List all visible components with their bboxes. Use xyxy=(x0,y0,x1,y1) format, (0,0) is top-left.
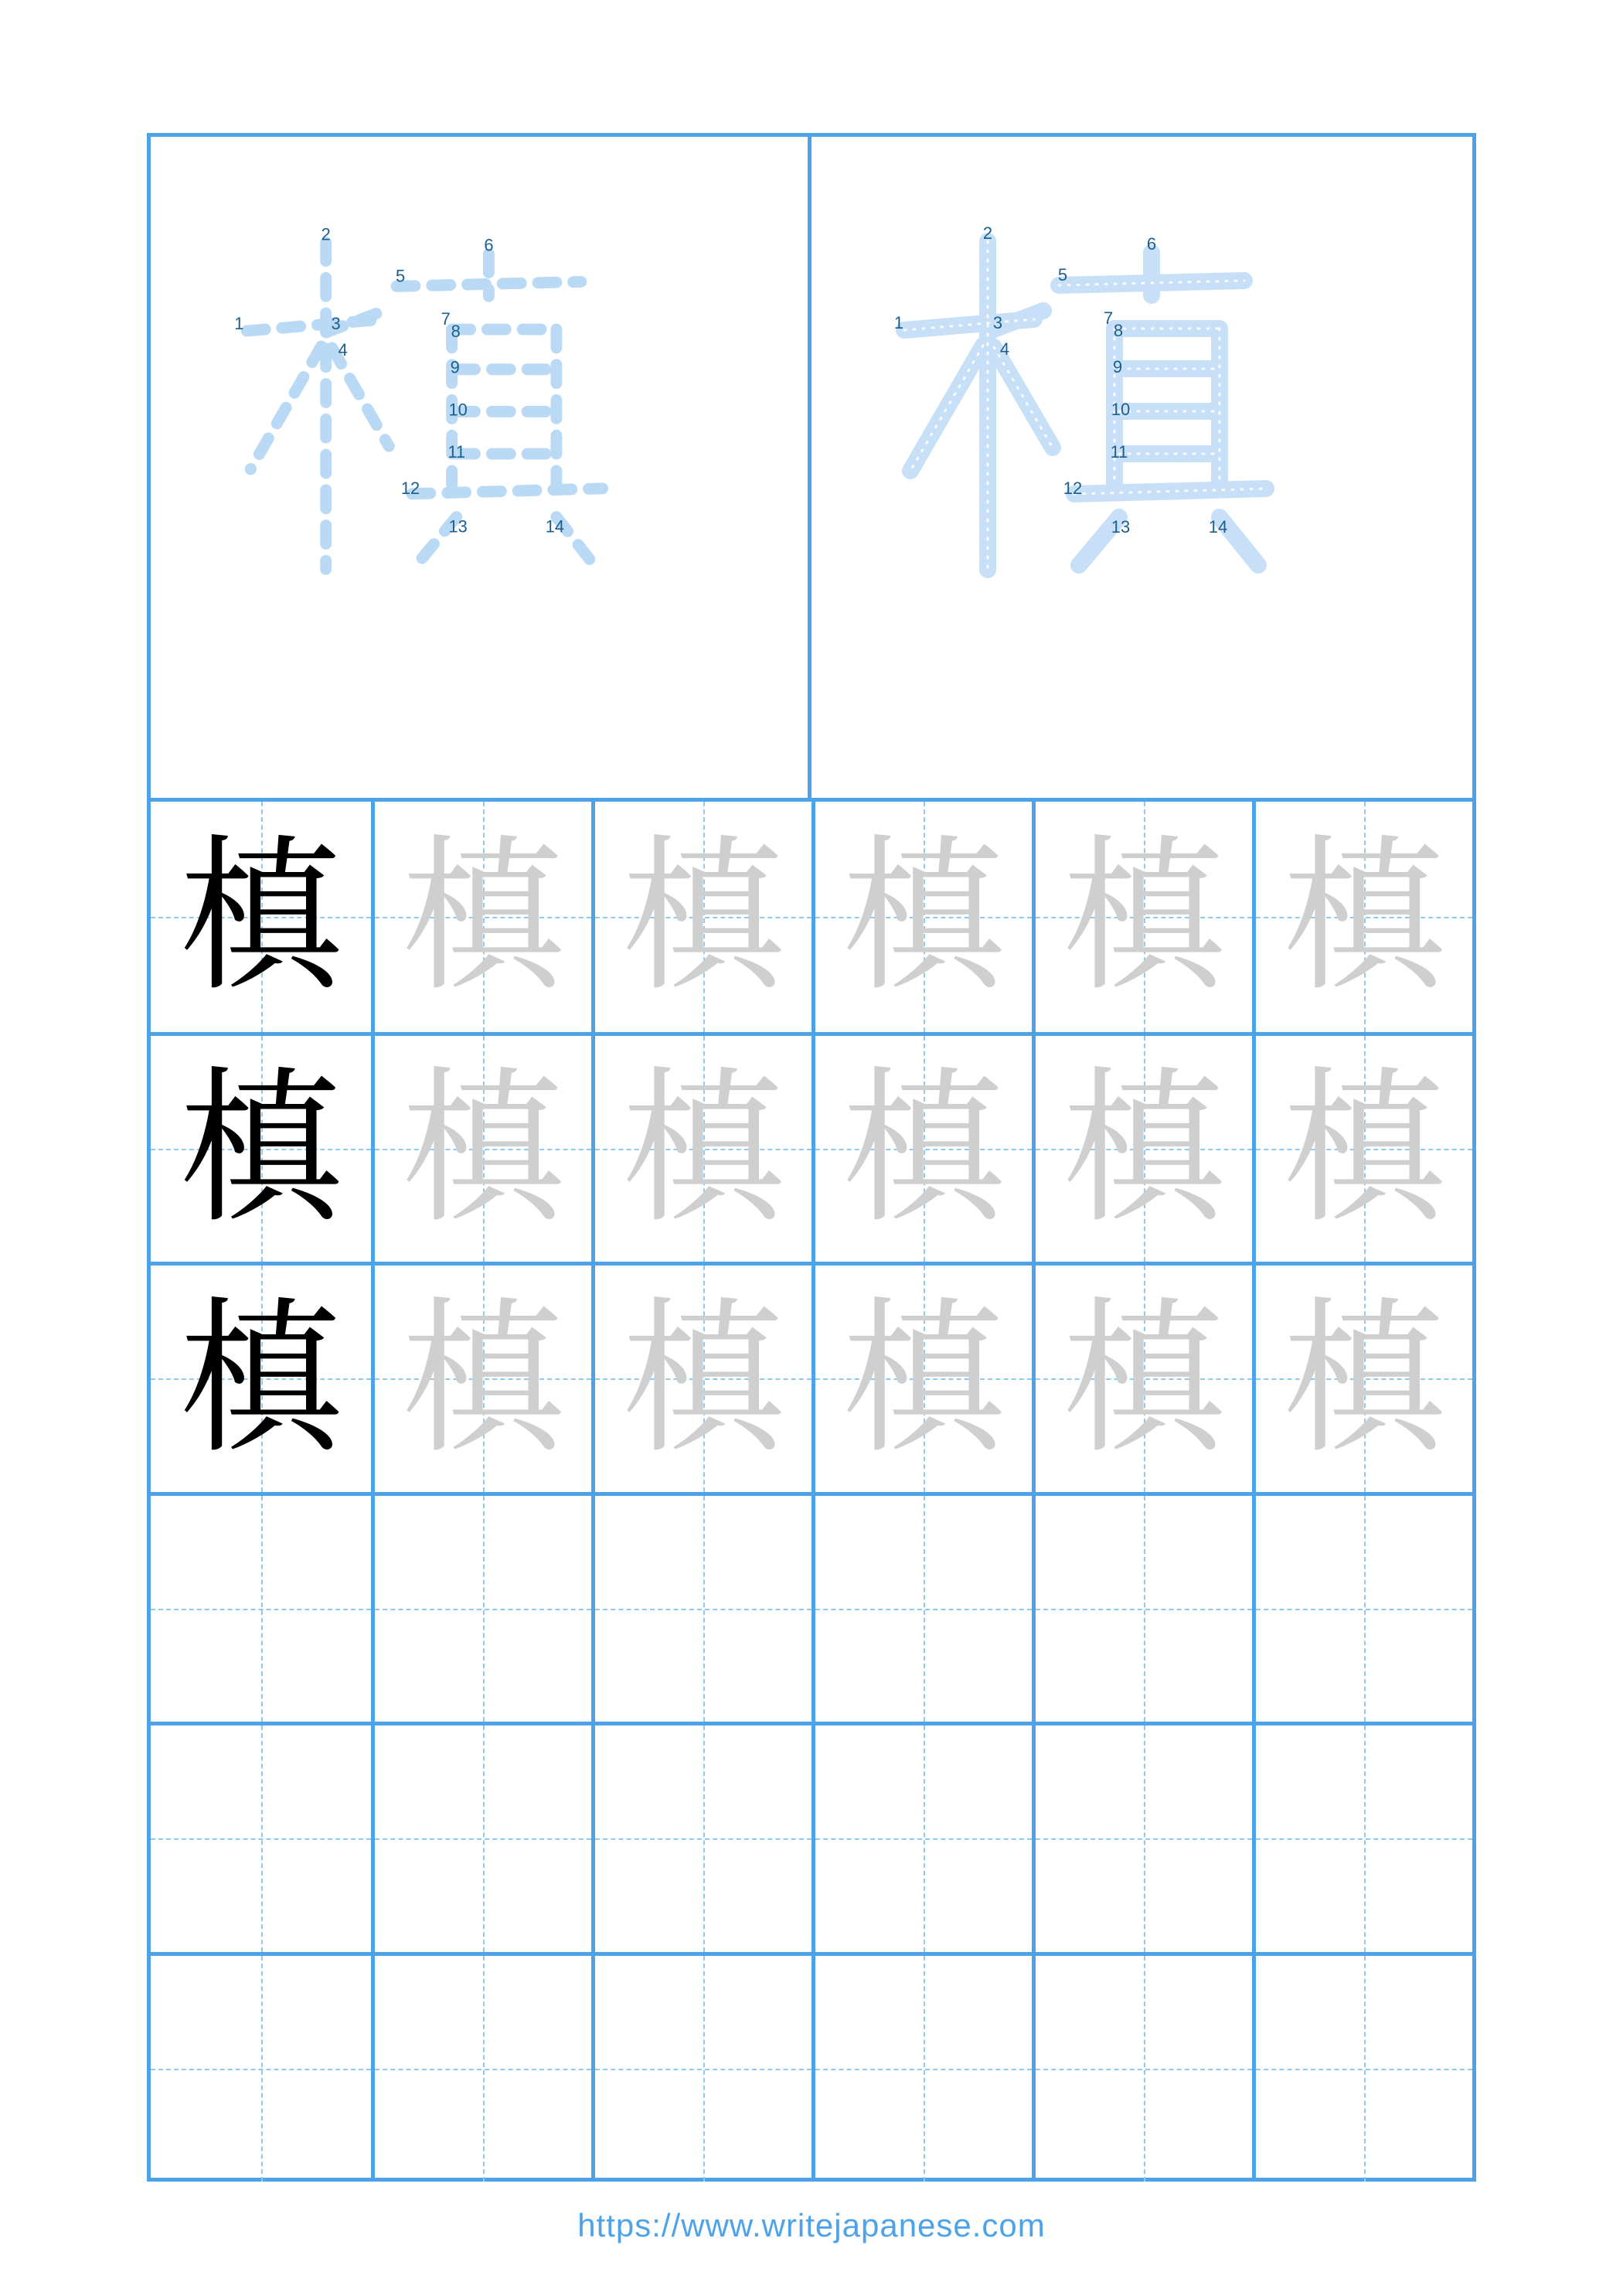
svg-text:6: 6 xyxy=(1146,234,1157,254)
svg-text:9: 9 xyxy=(1112,357,1123,376)
practice-row xyxy=(151,1722,1472,1952)
svg-text:3: 3 xyxy=(992,313,1003,332)
svg-text:14: 14 xyxy=(545,516,565,537)
practice-cell-empty[interactable] xyxy=(371,1956,591,2182)
practice-row xyxy=(151,802,1472,1032)
svg-text:8: 8 xyxy=(1113,321,1124,340)
svg-text:4: 4 xyxy=(999,339,1010,359)
practice-cell[interactable] xyxy=(371,1036,591,1262)
footer-url[interactable]: https://www.writejapanese.com xyxy=(577,2207,1046,2243)
svg-text:2: 2 xyxy=(321,224,331,244)
svg-text:10: 10 xyxy=(448,400,468,420)
kanji-glyph-trace: 槙 xyxy=(400,1051,567,1246)
kanji-glyph-trace: 槙 xyxy=(1281,1051,1448,1246)
practice-cell-empty[interactable] xyxy=(371,1496,591,1722)
svg-text:9: 9 xyxy=(450,357,460,377)
stroke-order-dashed-panel xyxy=(151,137,812,798)
practice-row xyxy=(151,1492,1472,1722)
kanji-glyph-empty xyxy=(815,1496,1032,1722)
practice-cell[interactable] xyxy=(1032,802,1252,1032)
kanji-glyph-trace: 槙 xyxy=(1060,1051,1227,1246)
svg-text:8: 8 xyxy=(451,321,461,341)
practice-cell[interactable] xyxy=(1252,1036,1472,1262)
kanji-glyph-empty xyxy=(815,1725,1032,1952)
practice-cell-empty[interactable] xyxy=(1032,1725,1252,1952)
practice-cell[interactable] xyxy=(371,802,591,1032)
kanji-glyph-empty xyxy=(1036,1496,1252,1722)
svg-text:2: 2 xyxy=(982,223,993,243)
svg-text:11: 11 xyxy=(1110,442,1128,462)
kanji-glyph-trace: 槙 xyxy=(400,1281,567,1476)
svg-text:6: 6 xyxy=(484,235,494,255)
kanji-glyph-empty xyxy=(375,1956,591,2182)
svg-text:12: 12 xyxy=(1063,479,1083,498)
kanji-glyph-trace: 槙 xyxy=(400,819,567,1014)
kanji-glyph: 槙 xyxy=(178,1281,344,1476)
kanji-glyph-empty xyxy=(595,1956,812,2182)
practice-cell[interactable] xyxy=(151,802,371,1032)
kanji-glyph-trace: 槙 xyxy=(840,819,1007,1014)
practice-cell-empty[interactable] xyxy=(371,1725,591,1952)
kanji-glyph-trace: 槙 xyxy=(620,1281,787,1476)
svg-text:12: 12 xyxy=(400,478,420,498)
kanji-glyph-trace: 槙 xyxy=(1060,1281,1227,1476)
svg-text:13: 13 xyxy=(448,516,468,537)
practice-cell[interactable] xyxy=(812,1266,1032,1492)
practice-cell-empty[interactable] xyxy=(151,1956,371,2182)
practice-cell-empty[interactable] xyxy=(1252,1956,1472,2182)
kanji-glyph-trace: 槙 xyxy=(620,819,787,1014)
practice-cell[interactable] xyxy=(591,1266,812,1492)
stroke-diagram-row xyxy=(151,137,1472,798)
kanji-glyph-trace: 槙 xyxy=(840,1281,1007,1476)
svg-text:4: 4 xyxy=(338,339,348,359)
practice-cell[interactable] xyxy=(371,1266,591,1492)
practice-cell-empty[interactable] xyxy=(151,1725,371,1952)
practice-cell-empty[interactable] xyxy=(812,1956,1032,2182)
kanji-glyph-empty xyxy=(151,1956,371,2182)
stroke-order-dashed-diagram xyxy=(151,137,808,798)
practice-cell-empty[interactable] xyxy=(1252,1725,1472,1952)
practice-cell[interactable] xyxy=(1252,1266,1472,1492)
practice-cell-empty[interactable] xyxy=(591,1956,812,2182)
svg-text:13: 13 xyxy=(1111,517,1131,537)
practice-row xyxy=(151,1032,1472,1262)
practice-cell[interactable] xyxy=(151,1036,371,1262)
practice-cell[interactable] xyxy=(812,802,1032,1032)
svg-text:14: 14 xyxy=(1208,517,1228,537)
svg-text:3: 3 xyxy=(331,314,341,334)
practice-cell[interactable] xyxy=(1032,1036,1252,1262)
kanji-glyph-trace: 槙 xyxy=(620,1051,787,1246)
kanji-glyph-empty xyxy=(1256,1956,1472,2182)
kanji-glyph-trace: 槙 xyxy=(1281,1281,1448,1476)
practice-cell[interactable] xyxy=(591,1036,812,1262)
svg-text:1: 1 xyxy=(893,313,904,332)
kanji-glyph-empty xyxy=(151,1496,371,1722)
worksheet-grid xyxy=(147,133,1476,2182)
practice-cell-empty[interactable] xyxy=(151,1496,371,1722)
kanji-glyph-empty xyxy=(1256,1496,1472,1722)
kanji-glyph: 槙 xyxy=(178,819,344,1014)
practice-cell[interactable] xyxy=(1032,1266,1252,1492)
svg-text:10: 10 xyxy=(1111,400,1131,419)
svg-text:5: 5 xyxy=(396,266,406,286)
kanji-glyph-empty xyxy=(1256,1725,1472,1952)
practice-cell-empty[interactable] xyxy=(1032,1496,1252,1722)
practice-cell[interactable] xyxy=(151,1266,371,1492)
practice-cell-empty[interactable] xyxy=(591,1496,812,1722)
practice-cell[interactable] xyxy=(1252,802,1472,1032)
kanji-glyph-trace: 槙 xyxy=(1281,819,1448,1014)
kanji-glyph-empty xyxy=(375,1496,591,1722)
practice-row xyxy=(151,1952,1472,2182)
svg-text:7: 7 xyxy=(441,309,451,329)
kanji-glyph-empty xyxy=(375,1725,591,1952)
practice-cell[interactable] xyxy=(812,1036,1032,1262)
practice-cell[interactable] xyxy=(591,802,812,1032)
practice-cell-empty[interactable] xyxy=(591,1725,812,1952)
svg-text:7: 7 xyxy=(1103,308,1114,328)
kanji-glyph-trace: 槙 xyxy=(1060,819,1227,1014)
kanji-glyph-trace: 槙 xyxy=(840,1051,1007,1246)
kanji-glyph-empty xyxy=(815,1956,1032,2182)
practice-cell-empty[interactable] xyxy=(812,1496,1032,1722)
stroke-order-filled-panel xyxy=(812,137,1472,798)
svg-text:1: 1 xyxy=(234,314,244,334)
kanji-glyph-empty xyxy=(1036,1725,1252,1952)
kanji-glyph: 槙 xyxy=(178,1051,344,1246)
kanji-glyph-empty xyxy=(1036,1956,1252,2182)
practice-cell-empty[interactable] xyxy=(812,1725,1032,1952)
practice-row xyxy=(151,1262,1472,1492)
kanji-glyph-empty xyxy=(595,1725,812,1952)
practice-rows xyxy=(151,802,1472,2182)
stroke-order-filled-diagram xyxy=(812,137,1472,798)
svg-text:11: 11 xyxy=(447,442,466,462)
practice-cell-empty[interactable] xyxy=(1252,1496,1472,1722)
practice-cell-empty[interactable] xyxy=(1032,1956,1252,2182)
svg-text:5: 5 xyxy=(1057,265,1068,284)
kanji-glyph-empty xyxy=(151,1725,371,1952)
kanji-glyph-empty xyxy=(595,1496,812,1722)
